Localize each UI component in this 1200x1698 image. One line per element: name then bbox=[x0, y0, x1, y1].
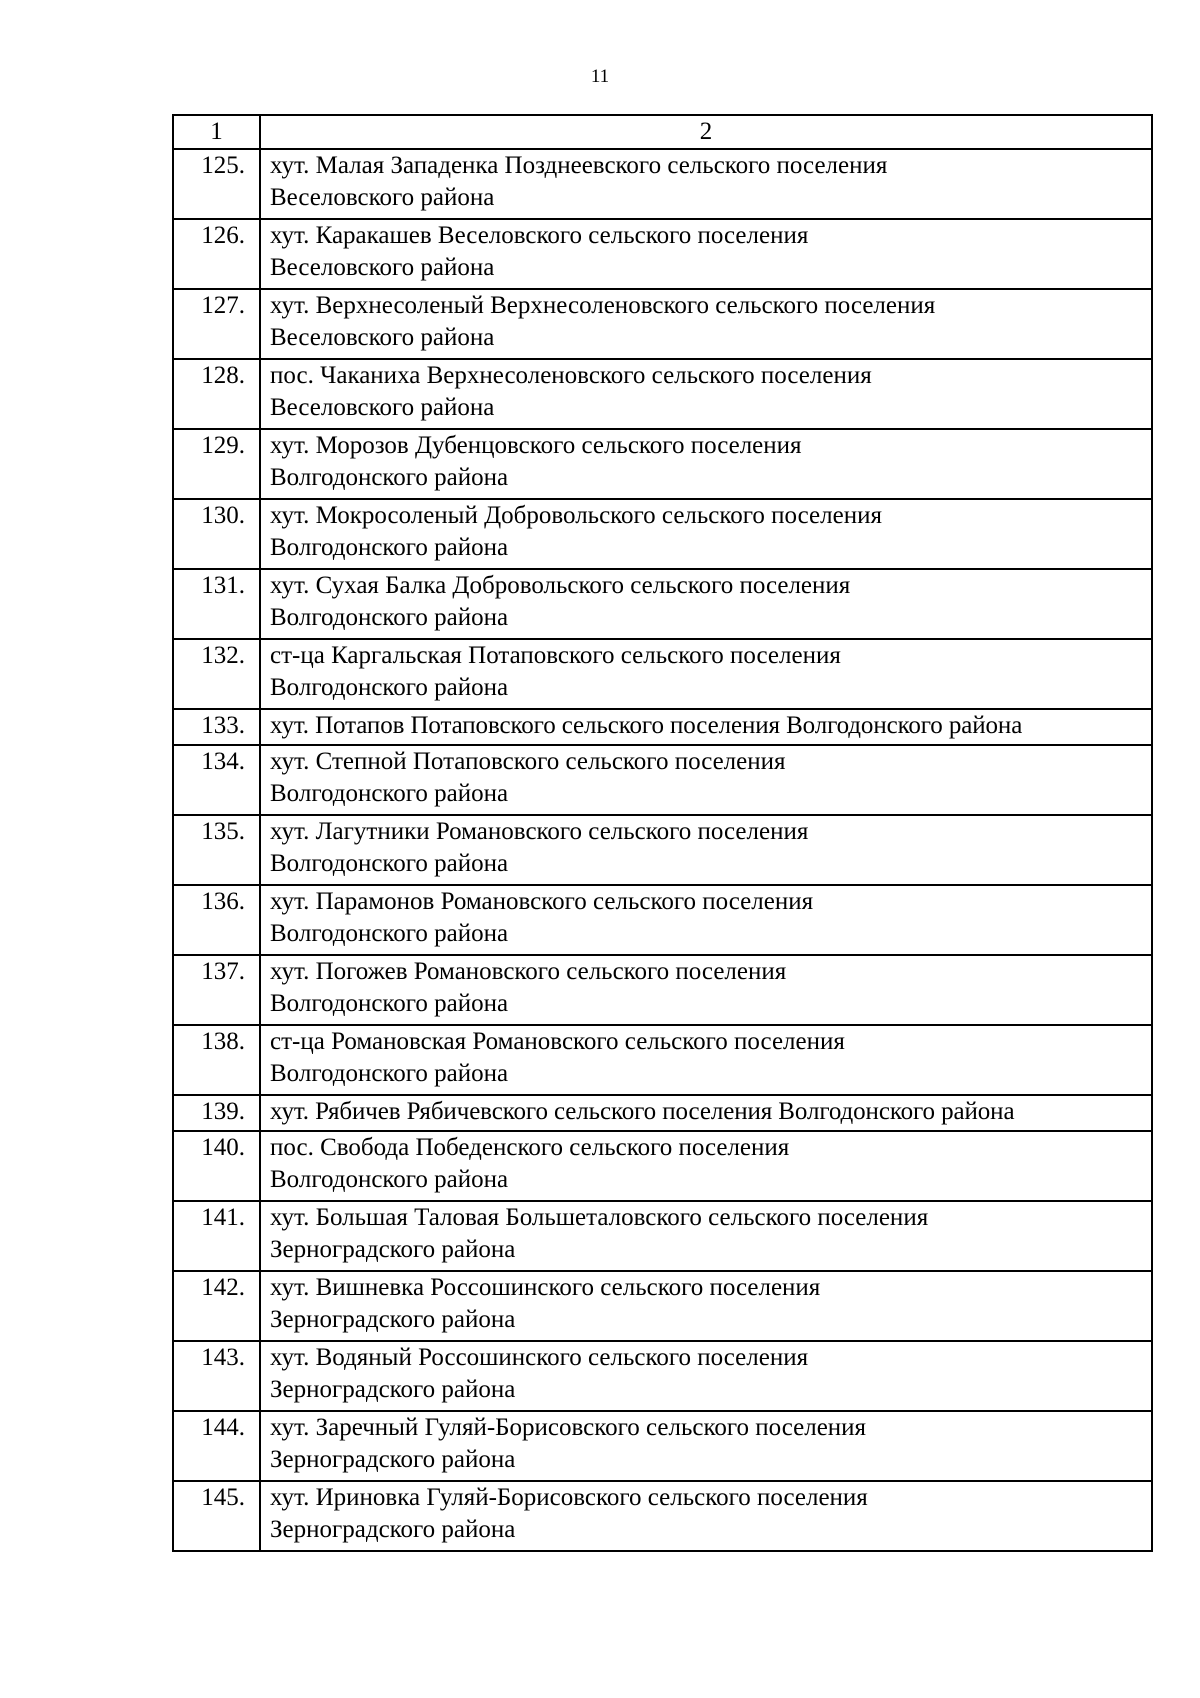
table-row bbox=[173, 1411, 1152, 1481]
settlement-name: хут. Верхнесоленый Верхнесоленовского сельского поселения Веселовского района bbox=[260, 289, 1152, 359]
page-number: 11 bbox=[590, 66, 610, 87]
table-row bbox=[173, 1095, 1152, 1131]
table-row bbox=[173, 429, 1152, 499]
row-number: 125. bbox=[173, 149, 260, 219]
table-row bbox=[173, 289, 1152, 359]
table-row bbox=[173, 499, 1152, 569]
row-number: 128. bbox=[173, 359, 260, 429]
row-number: 135. bbox=[173, 815, 260, 885]
table-row bbox=[173, 1131, 1152, 1201]
row-number: 132. bbox=[173, 639, 260, 709]
settlement-name: хут. Рябичев Рябичевского сельского поселения Волгодонского района bbox=[260, 1095, 1152, 1131]
settlement-name: хут. Погожев Романовского сельского поселения Волгодонского района bbox=[260, 955, 1152, 1025]
settlement-name: пос. Чаканиха Верхнесоленовского сельского поселения Веселовского района bbox=[260, 359, 1152, 429]
row-number: 137. bbox=[173, 955, 260, 1025]
row-number: 142. bbox=[173, 1271, 260, 1341]
row-number: 127. bbox=[173, 289, 260, 359]
settlement-name: хут. Морозов Дубенцовского сельского поселения Волгодонского района bbox=[260, 429, 1152, 499]
row-number: 141. bbox=[173, 1201, 260, 1271]
row-number: 131. bbox=[173, 569, 260, 639]
settlement-name: хут. Заречный Гуляй-Борисовского сельского поселения Зерноградского района bbox=[260, 1411, 1152, 1481]
settlement-name: пос. Свобода Победенского сельского поселения Волгодонского района bbox=[260, 1131, 1152, 1201]
table-row bbox=[173, 639, 1152, 709]
settlement-name: хут. Большая Таловая Большеталовского сельского поселения Зерноградского района bbox=[260, 1201, 1152, 1271]
row-number: 134. bbox=[173, 745, 260, 815]
column-header-number: 1 bbox=[173, 115, 260, 149]
table-row bbox=[173, 149, 1152, 219]
row-number: 130. bbox=[173, 499, 260, 569]
table-row bbox=[173, 1201, 1152, 1271]
row-number: 144. bbox=[173, 1411, 260, 1481]
table-row bbox=[173, 219, 1152, 289]
settlement-name: хут. Водяный Россошинского сельского поселения Зерноградского района bbox=[260, 1341, 1152, 1411]
table-header-row bbox=[173, 115, 1152, 149]
table-row bbox=[173, 1025, 1152, 1095]
table-row bbox=[173, 359, 1152, 429]
settlement-name: хут. Лагутники Романовского сельского поселения Волгодонского района bbox=[260, 815, 1152, 885]
table-row bbox=[173, 815, 1152, 885]
settlements-table bbox=[172, 114, 1153, 1552]
row-number: 143. bbox=[173, 1341, 260, 1411]
column-header-name: 2 bbox=[260, 115, 1152, 149]
settlement-name: хут. Мокросоленый Добровольского сельского поселения Волгодонского района bbox=[260, 499, 1152, 569]
settlement-name: хут. Вишневка Россошинского сельского поселения Зерноградского района bbox=[260, 1271, 1152, 1341]
table-row bbox=[173, 885, 1152, 955]
settlement-name: хут. Степной Потаповского сельского поселения Волгодонского района bbox=[260, 745, 1152, 815]
row-number: 145. bbox=[173, 1481, 260, 1551]
row-number: 133. bbox=[173, 709, 260, 745]
table-row bbox=[173, 569, 1152, 639]
settlement-name: хут. Ириновка Гуляй-Борисовского сельского поселения Зерноградского района bbox=[260, 1481, 1152, 1551]
table-row bbox=[173, 709, 1152, 745]
settlement-name: хут. Каракашев Веселовского сельского поселения Веселовского района bbox=[260, 219, 1152, 289]
row-number: 126. bbox=[173, 219, 260, 289]
settlement-name: хут. Малая Западенка Позднеевского сельского поселения Веселовского района bbox=[260, 149, 1152, 219]
settlement-name: хут. Сухая Балка Добровольского сельского поселения Волгодонского района bbox=[260, 569, 1152, 639]
row-number: 129. bbox=[173, 429, 260, 499]
settlement-name: хут. Парамонов Романовского сельского поселения Волгодонского района bbox=[260, 885, 1152, 955]
table-row bbox=[173, 745, 1152, 815]
table-row bbox=[173, 1481, 1152, 1551]
table-row bbox=[173, 955, 1152, 1025]
row-number: 138. bbox=[173, 1025, 260, 1095]
row-number: 139. bbox=[173, 1095, 260, 1131]
table-row bbox=[173, 1341, 1152, 1411]
settlement-name: ст-ца Романовская Романовского сельского поселения Волгодонского района bbox=[260, 1025, 1152, 1095]
settlement-name: хут. Потапов Потаповского сельского поселения Волгодонского района bbox=[260, 709, 1152, 745]
row-number: 136. bbox=[173, 885, 260, 955]
settlement-name: ст-ца Каргальская Потаповского сельского поселения Волгодонского района bbox=[260, 639, 1152, 709]
row-number: 140. bbox=[173, 1131, 260, 1201]
table-row bbox=[173, 1271, 1152, 1341]
